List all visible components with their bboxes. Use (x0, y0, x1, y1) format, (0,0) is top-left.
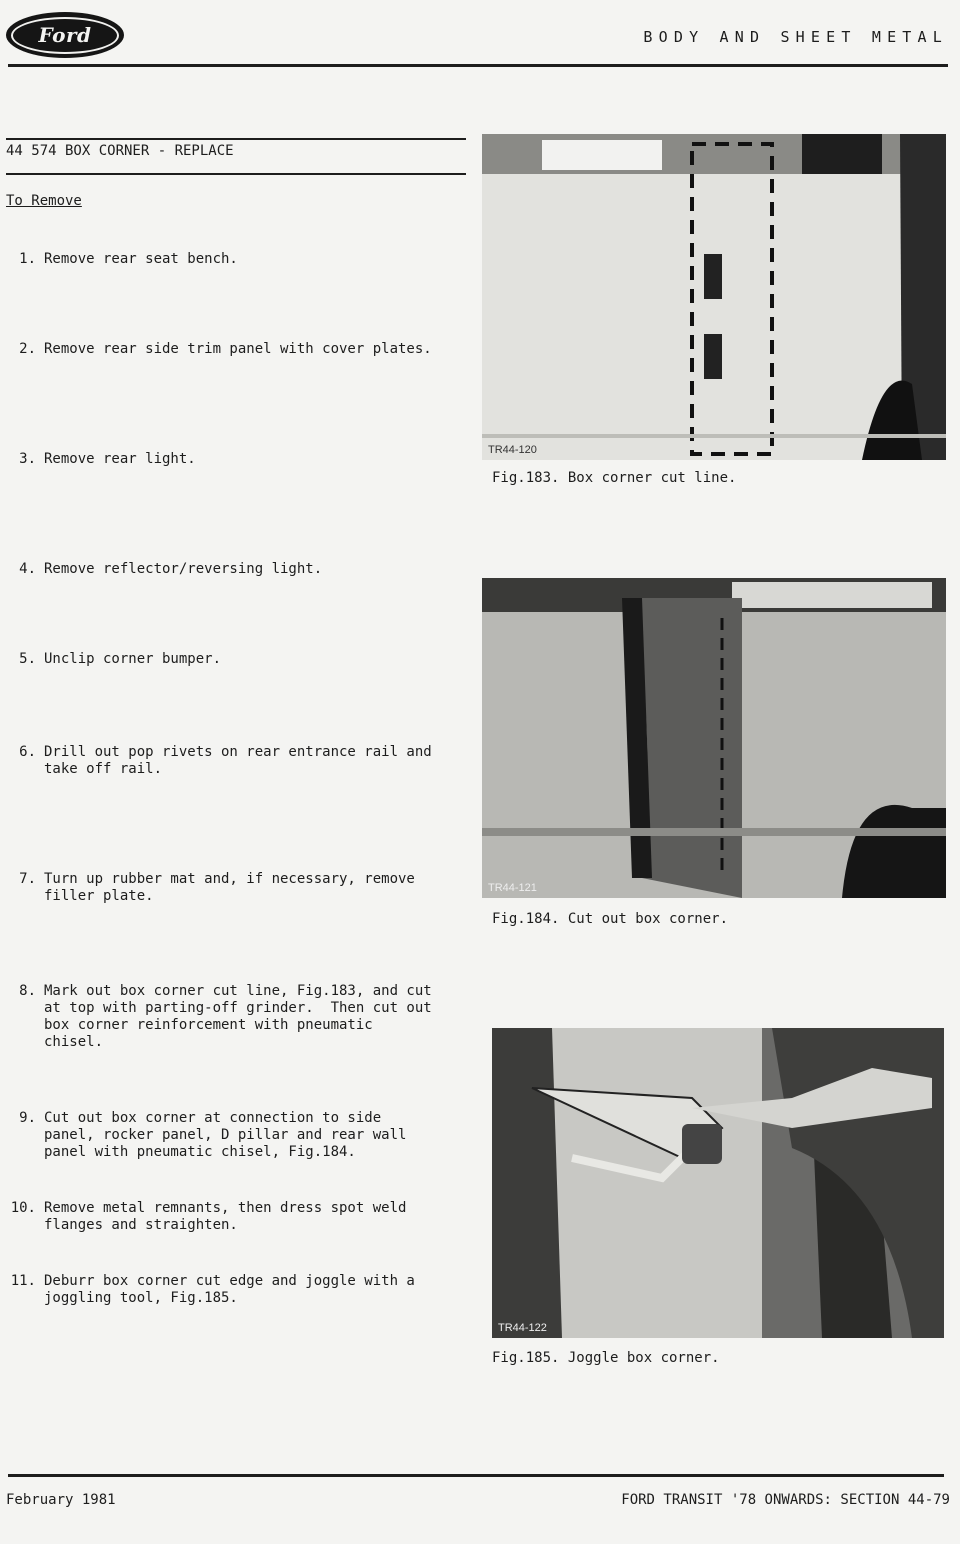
step-1 (6, 251, 468, 268)
step-text: Remove rear light. (44, 451, 196, 467)
step-text: Unclip corner bumper. (44, 651, 222, 667)
figure-183-caption: Fig.183. Box corner cut line. (492, 470, 737, 486)
step-number: 4. (19, 561, 36, 577)
step-number: 10. (10, 1200, 36, 1216)
step-number: 8. (19, 983, 36, 999)
step-number: 2. (19, 341, 36, 357)
joggling-tool-illustration (492, 1028, 944, 1338)
cut-out-box-corner-illustration (482, 578, 946, 898)
subheading-to-remove: To Remove (6, 193, 82, 209)
ford-logo-text: Ford (11, 17, 119, 54)
section-title: 44 574 BOX CORNER - REPLACE (6, 138, 466, 175)
step-text: Remove reflector/reversing light. (44, 561, 323, 577)
step-text: Drill out pop rivets on rear entrance rail and take off rail. (44, 744, 432, 777)
step-10 (6, 1200, 468, 1234)
step-2 (6, 341, 468, 358)
figure-184-code: TR44-121 (488, 882, 537, 894)
step-number: 5. (19, 651, 36, 667)
figure-185-code: TR44-122 (498, 1322, 547, 1334)
step-3 (6, 451, 468, 468)
step-text: Mark out box corner cut line, Fig.183, and cut at top with parting-off grinder. Then cut out box corner reinforcement with pneumatic chisel. (44, 983, 432, 1050)
step-number: 7. (19, 871, 36, 887)
step-7 (6, 871, 468, 905)
ford-logo (6, 12, 124, 58)
step-text: Remove rear seat bench. (44, 251, 238, 267)
step-9 (6, 1110, 468, 1161)
figure-185-caption: Fig.185. Joggle box corner. (492, 1350, 720, 1366)
header-rule (8, 64, 948, 67)
step-text: Cut out box corner at connection to side panel, rocker panel, D pillar and rear wall panel with pneumatic chisel, Fig.184. (44, 1110, 407, 1160)
step-4 (6, 561, 468, 578)
footer-date: February 1981 (6, 1492, 116, 1508)
step-text: Deburr box corner cut edge and joggle with a joggling tool, Fig.185. (44, 1273, 415, 1306)
van-side-cut-line-illustration (482, 134, 946, 460)
figure-183-code: TR44-120 (488, 444, 537, 456)
step-text: Remove rear side trim panel with cover plates. (44, 341, 432, 357)
figure-183-photo (482, 134, 946, 460)
step-text: Remove metal remnants, then dress spot weld flanges and straighten. (44, 1200, 407, 1233)
step-number: 9. (19, 1110, 36, 1126)
step-number: 6. (19, 744, 36, 760)
step-text: Turn up rubber mat and, if necessary, remove filler plate. (44, 871, 415, 904)
page-header-title: BODY AND SHEET METAL (643, 28, 948, 46)
step-5 (6, 651, 468, 668)
step-number: 3. (19, 451, 36, 467)
figure-184-photo (482, 578, 946, 898)
figure-185-photo (492, 1028, 944, 1338)
step-11 (6, 1273, 468, 1307)
step-8 (6, 983, 468, 1051)
figure-184-caption: Fig.184. Cut out box corner. (492, 911, 729, 927)
footer-section-ref: FORD TRANSIT '78 ONWARDS: SECTION 44-79 (621, 1492, 950, 1508)
footer-rule (8, 1474, 944, 1477)
step-number: 1. (19, 251, 36, 267)
step-6 (6, 744, 468, 778)
step-number: 11. (10, 1273, 36, 1289)
